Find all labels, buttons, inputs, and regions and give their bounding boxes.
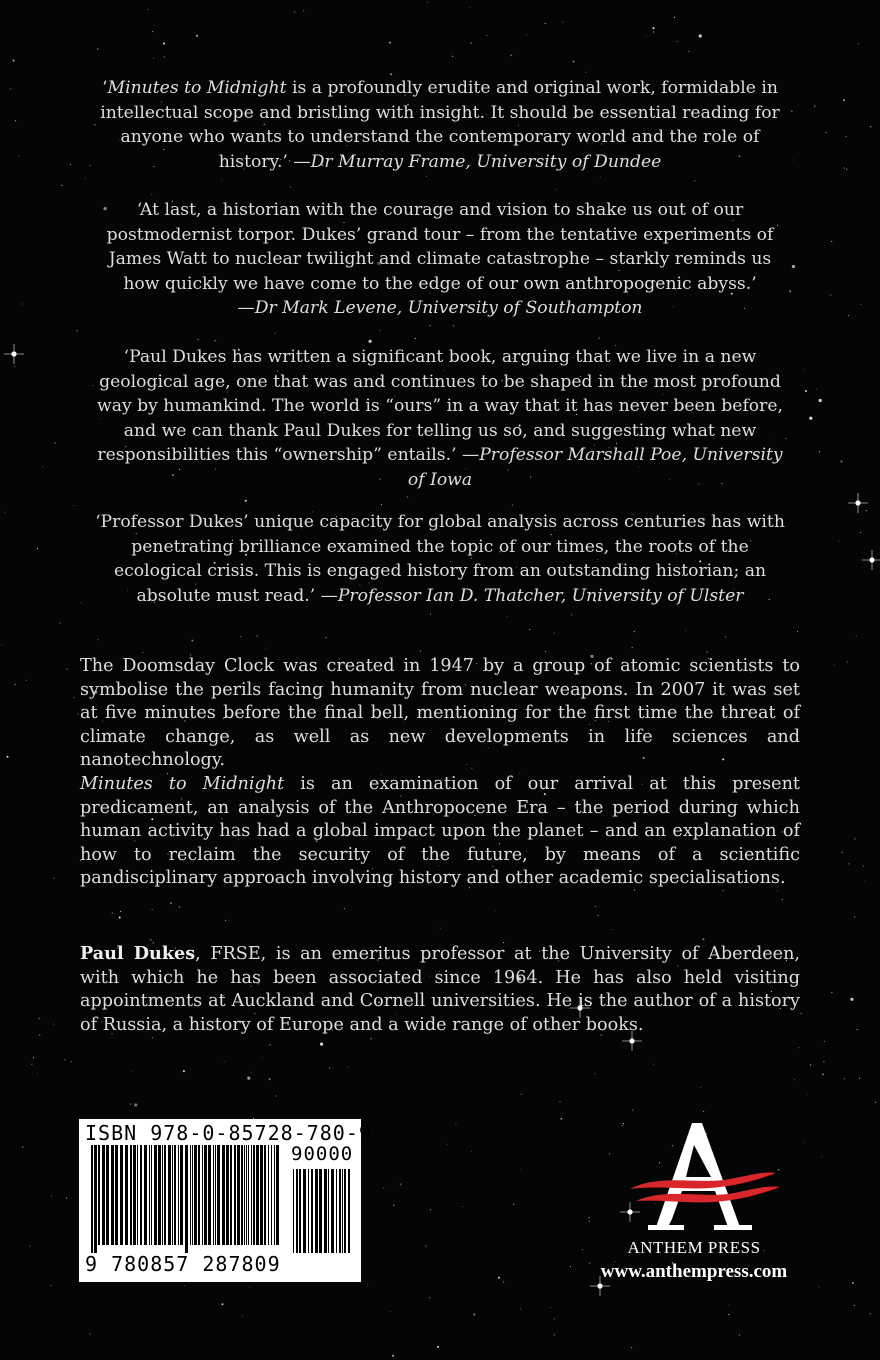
barcode-bar [190,1145,191,1245]
description-paragraph-2: Minutes to Midnight is an examination of our arrival at this present predicament, an analysis of the Anthropocene Era – the period during which human activity has had a global impact upon the planet – and an explanation of how to reclaim the security of the future, by means of a scientific pandisciplinary approach involving history and other academic specialisations. [80,774,800,889]
barcode-bar [244,1145,245,1245]
barcode-bar [158,1145,161,1245]
barcode-bar [162,1145,163,1245]
publisher-website: www.anthempress.com [600,1261,788,1282]
barcode-addon-bar [293,1169,294,1253]
barcode-addon-bar [348,1169,350,1253]
barcode-bar [120,1145,123,1245]
barcode-bar [276,1145,279,1245]
barcode-bar [253,1145,255,1245]
barcode-bar [140,1145,142,1245]
barcode-addon-bar [303,1169,306,1253]
review-quote-2: ‘At last, a historian with the courage and vision to shake us out of our postmodernist torpor. Dukes’ grand tour – from the tentative experiments of James Watt to nuclear twilight and climate catastrophe – starkly reminds us how quickly we have come to the edge of our own anthropogenic abyss.’ —Dr Mark Levene, University of Southampton [106,200,774,319]
barcode-bar [213,1145,214,1245]
barcode-bar [133,1145,136,1245]
barcode-bar [168,1145,171,1245]
barcode-bar [98,1145,100,1245]
barcode-bar [174,1145,176,1245]
barcode-addon-bar [328,1169,329,1253]
barcode-bar [234,1145,236,1245]
author-name: Paul Dukes [80,943,196,964]
barcode-bar [226,1145,229,1245]
barcode-bar [178,1145,179,1245]
barcode-addon-bar [311,1169,313,1253]
barcode-addon-bar [331,1169,334,1253]
barcode-addon-bar [336,1169,337,1253]
quote-attribution: —Dr Mark Levene, University of Southampton [237,298,643,319]
anthem-press-logo [590,1115,810,1285]
isbn-barcode [79,1119,372,1282]
quote-attribution: —Dr Murray Frame, University of Dundee [293,151,662,172]
barcode-bar [260,1145,263,1245]
barcode-bar [94,1145,97,1253]
review-quote-3: ‘Paul Dukes has written a significant book, arguing that we live in a new geological age, one that was and continues to be shaped in the most profound way by humankind. The world is “ours” in a way that it has never been before, and we can thank Paul Dukes for telling us so, and suggesting what new responsibilities this “ownership” entails.’ —Professor Marshall Poe, University of Iowa [97,347,783,490]
barcode-bar [194,1145,197,1245]
barcode-digits: 9 780857 287809 [85,1252,281,1276]
barcode-addon-bar [296,1169,298,1253]
barcode-bar [271,1145,272,1245]
barcode-addon-bar [344,1169,346,1253]
barcode-addon-bar [324,1169,327,1253]
barcode-bar [230,1145,232,1245]
barcode-bar [246,1145,247,1245]
book-title: Minutes to Midnight [80,774,285,794]
barcode-addon-bar [319,1169,322,1253]
barcode-bar [198,1145,200,1245]
barcode-bar [256,1145,259,1245]
barcode-bar [172,1145,173,1245]
author-bio: Paul Dukes, FRSE, is an emeritus professor at the University of Aberdeen, with which he has been associated since 1964. He has also held visiting appointments at Auckland and Cornell universities. He is the author of a history of Russia, a history of Europe and a wide range of other books. [80,943,800,1035]
barcode-bar [154,1145,157,1245]
barcode-bar [222,1145,225,1245]
barcode-bar [192,1145,193,1245]
barcode-bar [137,1145,138,1245]
barcode-bar [106,1145,109,1245]
barcode-bar [248,1145,249,1245]
barcode-addon-bar [299,1169,301,1253]
barcode-bar [237,1145,240,1245]
barcode-bar [180,1145,183,1245]
barcode-bar [125,1145,128,1245]
barcode-bar [149,1145,150,1245]
barcode-bar [217,1145,220,1245]
description-paragraph-1: The Doomsday Clock was created in 1947 by a group of atomic scientists to symbolise the perils facing humanity from nuclear weapons. In 2007 it was set at five minutes before the final bell, mentioning for the first time the threat of climate change, as well as new developments in life sciences and nanotechnology. [80,656,800,771]
publisher-name: ANTHEM PRESS [627,1238,761,1257]
barcode-bar [102,1145,105,1245]
barcode-bar [111,1145,114,1245]
barcode-bar [91,1145,93,1253]
barcode-bar [204,1145,207,1245]
barcode-bar [215,1145,216,1245]
barcode-bar [130,1145,132,1245]
barcode-bar [264,1145,266,1245]
quote-attribution: —Professor Marshall Poe, University of Iowa [407,445,783,490]
barcode-addon-bar [315,1169,318,1253]
barcode-bar [115,1145,118,1245]
barcode-addon-bar [308,1169,309,1253]
barcode-bar [164,1145,166,1245]
review-quote-1: ‘Minutes to Midnight is a profoundly erudite and original work, formidable in intellectual scope and bristling with insight. It should be essential reading for anyone who wants to understand the contemporary world and the role of history.’ —Dr Murray Frame, University of Dundee [100,78,780,172]
book-title: Minutes to Midnight [107,78,287,98]
barcode-bar [241,1145,243,1245]
isbn-label: ISBN 978-0-85728-780-9 [85,1121,372,1145]
barcode-bar [208,1145,211,1245]
barcode-bar [144,1145,147,1245]
barcode-bar [251,1145,252,1245]
barcode-bar [202,1145,203,1245]
barcode-bar [274,1145,275,1245]
barcode-bar [151,1145,152,1245]
barcode-addon-bar [342,1169,343,1253]
barcode-addon: 90000 [291,1143,354,1165]
barcode-addon-bar [339,1169,341,1253]
review-quote-4: ‘Professor Dukes’ unique capacity for global analysis across centuries has with penetrating brilliance examined the topic of our times, the roots of the ecological crisis. This is engaged history from an outstanding historian; an absolute must read.’ —Professor Ian D. Thatcher, University of Ulster [95,512,785,606]
barcode-bar [268,1145,269,1245]
quote-attribution: —Professor Ian D. Thatcher, University of Ulster [320,585,744,606]
barcode-bar [185,1145,188,1253]
